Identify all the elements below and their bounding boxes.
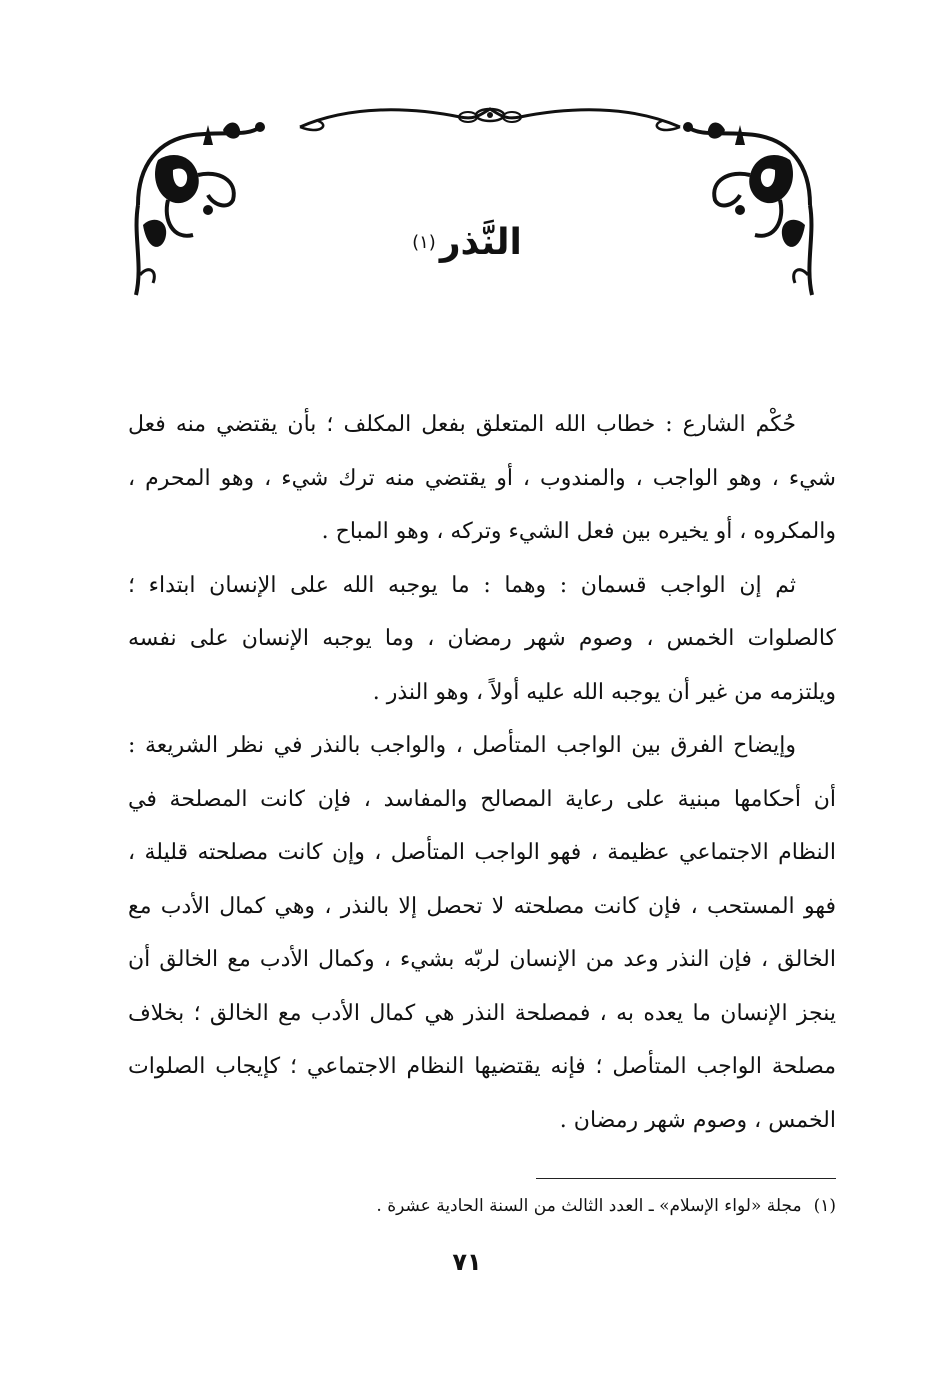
footnote-number: (١) — [813, 1196, 836, 1216]
chapter-title: النَّذر — [439, 222, 522, 263]
paragraph: ثم إن الواجب قسمان : وهما : ما يوجبه الله على الإنسان ابتداء ؛ كالصلوات الخمس ، وصوم شهر رمضان ، وما يوجبه الإنسان على نفسه ويلتزمه من غير أن يوجبه الله عليه أولاً ، وهو النذر . — [128, 572, 836, 705]
floral-corner-icon — [680, 115, 820, 300]
body-text — [128, 398, 836, 1147]
paragraph: وإيضاح الفرق بين الواجب المتأصل ، والواجب بالنذر في نظر الشريعة : أن أحكامها مبنية على رعاية المصالح والمفاسد ، فإن كانت المصلحة في النظام الاجتماعي عظيمة ، فهو الواجب المتأصل ، وإن كانت مصلحته قليلة ، فهو المستحب ، فإن كانت مصلحته لا تحصل إلا بالنذر ، وهي كمال الأدب مع الخالق ، فإن النذر وعد من الإنسان لربّه بشيء ، وكمال الأدب مع الخالق أن ينجز الإنسان ما يعده به ، فمصلحة النذر هي كمال الأدب مع الخالق ؛ بخلاف مصلحة الواجب المتأصل ؛ فإنه يقتضيها النظام الاجتماعي ؛ كإيجاب الصلوات الخمس ، وصوم شهر رمضان . — [128, 733, 836, 1133]
footnote-marker: (١) — [412, 231, 436, 253]
floral-corner-icon — [128, 115, 268, 300]
page-number: ٧١ — [452, 1248, 482, 1276]
footnote-text: مجلة «لواء الإسلام» ـ العدد الثالث من السنة الحادية عشرة . — [376, 1196, 802, 1216]
footnote-divider — [536, 1178, 836, 1179]
paragraph: حُكْم الشارع : خطاب الله المتعلق بفعل المكلف ؛ بأن يقتضي منه فعل شيء ، وهو الواجب ، والمندوب ، أو يقتضي منه ترك شيء ، وهو المحرم ، والمكروه ، أو يخيره بين فعل الشيء وتركه ، وهو المباح . — [128, 412, 836, 544]
chapter-heading — [300, 222, 634, 292]
footnote — [200, 1192, 836, 1220]
scroll-flourish-icon — [290, 95, 690, 145]
